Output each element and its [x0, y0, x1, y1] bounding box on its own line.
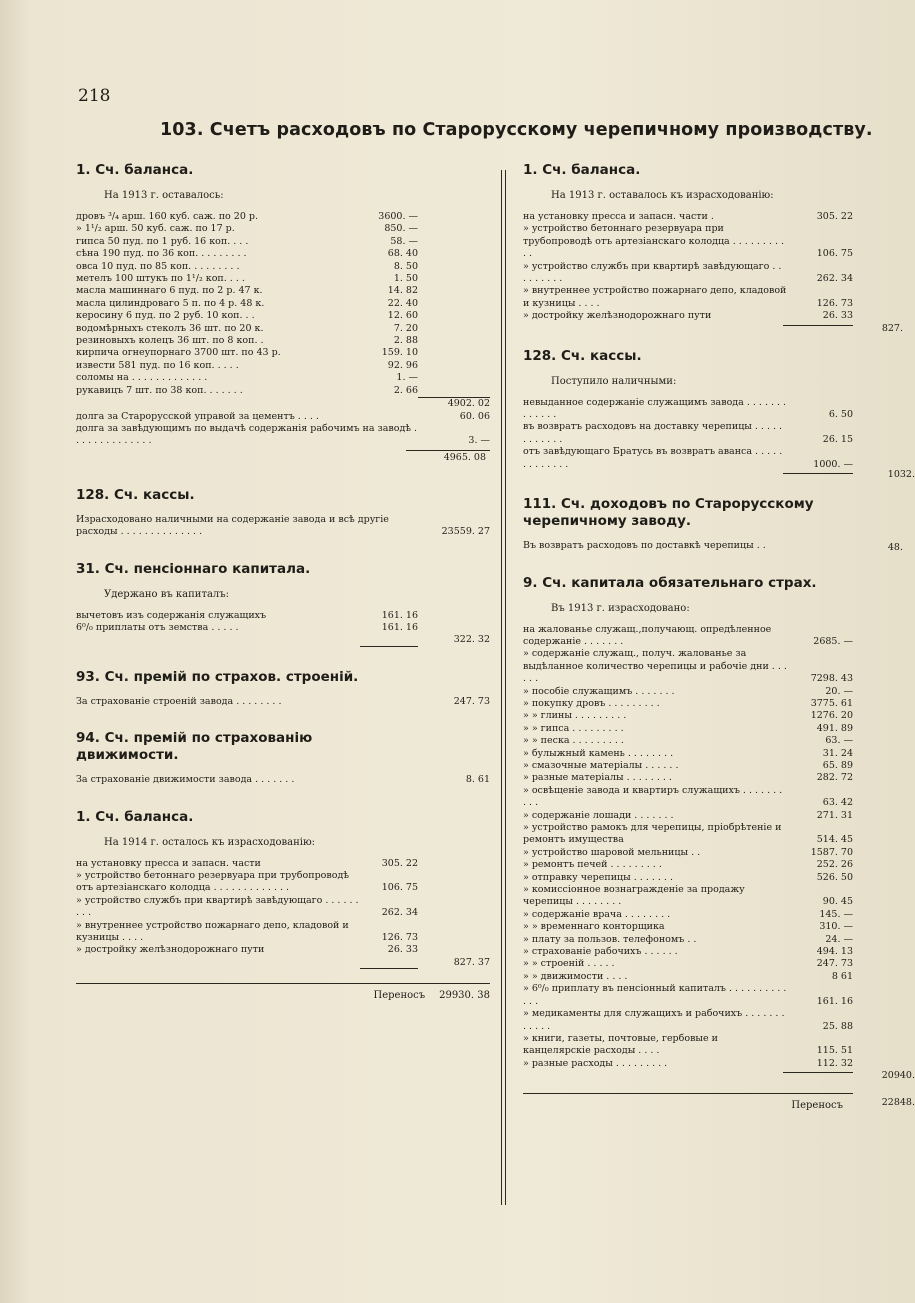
section-balance [523, 162, 903, 334]
entry-amount: 145. — [819, 908, 853, 920]
section-balance [76, 162, 490, 465]
entry-row [523, 211, 853, 223]
entry-amount: 106. 75 [816, 248, 853, 260]
entry-text: » » строеній . . . . . [523, 958, 615, 970]
entry-text: » » глины . . . . . . . . . [523, 710, 627, 722]
entry-amount: 1. — [396, 372, 418, 384]
entry-text: вычетовъ изъ содержанія служащихъ [76, 609, 267, 621]
entry-amount: 2685. — [813, 635, 853, 647]
entry-row [76, 920, 490, 945]
entry-amount: 305. 22 [816, 211, 853, 222]
entry-text: » 1¹/₂ арш. 50 куб. саж. по 17 р. [76, 223, 235, 235]
entry-text: » разные расходы . . . . . . . . . [523, 1057, 668, 1069]
entry-amount: 8. 50 [393, 260, 418, 272]
entry-row [523, 847, 853, 859]
entry-amount: 8. 61 [465, 774, 490, 786]
entry-amount: 90. 45 [822, 896, 853, 908]
section-subheading: Удержано въ капиталъ: [104, 588, 230, 600]
entry-amount: 22. 40 [387, 297, 418, 309]
entry-text: » содержаніе врача . . . . . . . . [523, 908, 671, 920]
entry-text: невыданное содержаніе служащимъ завода . . . . . . . . . . . . . [523, 396, 787, 421]
entry-amount: 63. 42 [822, 797, 853, 809]
entry-amount: 24. — [825, 933, 853, 945]
entry-list [76, 211, 490, 397]
entry-row [76, 347, 490, 359]
entry-list [523, 211, 853, 323]
margin-total: 20940. [881, 1070, 915, 1082]
entry-text: » отправку черепицы . . . . . . . [523, 871, 673, 883]
carry-forward [76, 983, 490, 1001]
entry-text: водомѣрныхъ стеколъ 36 шт. по 20 к. [76, 322, 264, 334]
entry-row [76, 372, 490, 384]
entry-row [523, 946, 853, 958]
entry-text: » плату за пользов. телефономъ . . [523, 933, 697, 945]
entry-amount: 14. 82 [387, 285, 418, 297]
entry-text: » » движимости . . . . [523, 970, 628, 982]
entry-row [523, 921, 853, 933]
section-total: 4965. 08 [406, 450, 490, 465]
entry-row [523, 748, 853, 760]
entry-amount: 310. — [819, 921, 853, 933]
entry-amount: 247. 73 [816, 958, 853, 970]
entry-row [76, 298, 490, 310]
section-kassa [76, 487, 490, 539]
entry-text: овса 10 пуд. по 85 коп. . . . . . . . . [76, 260, 240, 272]
section-subheading: На 1914 г. осталось къ израсходованію: [104, 836, 316, 848]
section-heading: 1. Сч. баланса. [523, 162, 641, 178]
margin-total: 22848. [881, 1097, 915, 1109]
entry-amount: 58. — [390, 235, 418, 247]
entry-row [76, 310, 490, 322]
entry-row [76, 423, 490, 448]
entry-amount: 262. 34 [816, 273, 853, 285]
entry-text: въ возвратъ расходовъ на доставку черепицы . . . . . . . . . . . . [523, 421, 783, 445]
entry-text: масла цилиндроваго 5 п. по 4 р. 48 к. [76, 297, 265, 309]
section-insurance [523, 574, 915, 1082]
entry-text: » внутреннее устройство пожарнаго депо, кладовой и кузницы . . . . [76, 919, 349, 943]
entry-amount: 514. 45 [816, 834, 853, 846]
entry-row [523, 446, 853, 471]
entry-text: на жалованье служащ.,получающ. опредѣленное содержаніе . . . . . . . [523, 623, 772, 647]
entry-row [76, 858, 490, 870]
entry-row [523, 710, 853, 722]
section-heading: 94. Сч. премій по страхованію движимости. [76, 730, 313, 764]
entry-row [76, 211, 490, 223]
entry-row [76, 411, 490, 423]
entry-text: » освѣщеніе завода и квартиръ служащихъ . . . . . . . . . . [523, 784, 783, 809]
entry-row [76, 223, 490, 235]
section-heading: 1. Сч. баланса. [76, 808, 194, 825]
entry-row [523, 540, 853, 552]
entry-amount: 2. 88 [393, 335, 418, 347]
entry-amount: 494. 13 [816, 946, 853, 958]
section-total: 322. 32 [453, 634, 490, 646]
subtotal-value: 4902. 02 [418, 397, 490, 410]
entry-amount: 60. 06 [459, 410, 490, 422]
entry-amount: 26. 33 [387, 944, 418, 956]
column-divider [501, 170, 502, 1205]
entry-amount: 126. 73 [816, 297, 853, 309]
carry-label: Переносъ [791, 1100, 843, 1112]
entry-amount: 65. 89 [822, 759, 853, 771]
entry-amount: 112. 32 [816, 1057, 853, 1069]
entry-row [523, 810, 853, 822]
entry-amount: 1587. 70 [810, 846, 853, 858]
entry-row [76, 774, 490, 786]
entry-amount: 115. 51 [816, 1045, 853, 1057]
entry-amount: 63. — [825, 735, 853, 747]
entry-text: на установку пресса и запасн. части . [523, 211, 714, 222]
entry-text: на установку пресса и запасн. части [76, 857, 261, 869]
entry-row [523, 884, 853, 909]
entry-amount: 850. — [384, 223, 418, 235]
entry-amount: 1000. — [813, 458, 853, 470]
entry-amount: 305. 22 [381, 857, 418, 869]
entry-row [523, 934, 853, 946]
entry-amount: 126. 73 [381, 932, 418, 943]
entry-row [523, 983, 853, 1008]
total-row [76, 957, 490, 969]
entry-amount: 7298. 43 [810, 673, 853, 685]
entry-row [76, 696, 490, 708]
section-heading: 128. Сч. кассы. [76, 486, 195, 503]
section-heading: 93. Сч. премій по страхов. строеній. [76, 668, 359, 685]
carry-value: 29930. 38 [439, 990, 490, 1002]
entry-text: извести 581 пуд. по 16 коп. . . . . [76, 359, 239, 371]
entry-row [523, 624, 853, 649]
entry-amount: 7. 20 [393, 322, 418, 334]
entry-row [523, 822, 853, 847]
entry-text: » разные матеріалы . . . . . . . . [523, 772, 672, 784]
margin-total: 1032. [887, 469, 915, 481]
page-title: 103. Счетъ расходовъ по Старорусскому черепичному производству. [160, 120, 873, 140]
section-pension [76, 561, 490, 647]
entry-text: » 6⁰/₀ приплату въ пенсіонный капиталъ . . . . . . . . . . . . . [523, 983, 787, 1007]
entry-text: рукавицъ 7 шт. по 38 коп. . . . . . . [76, 384, 243, 396]
entry-amount: 3. — [468, 435, 490, 447]
entry-text: » устройство шаровой мельницы . . [523, 846, 701, 858]
section-subheading: Въ 1913 г. израсходовано: [551, 602, 690, 614]
entry-row [523, 859, 853, 871]
entry-text: Израсходовано наличными на содержаніе завода и всѣ другіе расходы . . . . . . . . . . . . . . [76, 513, 389, 538]
entry-row [523, 698, 853, 710]
entry-amount: 159. 10 [381, 347, 418, 359]
section-heading: 128. Сч. кассы. [523, 347, 642, 364]
section-kassa [523, 347, 915, 481]
entry-text: резиновыхъ колецъ 36 шт. по 8 коп. . [76, 335, 264, 347]
entry-amount: 68. 40 [387, 248, 418, 260]
entry-text: » » песка . . . . . . . . . [523, 735, 624, 747]
entry-text: » устройство службъ при квартирѣ завѣдующаго . . . . . . . . . [523, 260, 782, 285]
entry-text: Въ возвратъ расходовъ по доставкѣ черепицы . . [523, 540, 766, 552]
entry-text: » булыжный камень . . . . . . . . [523, 747, 674, 759]
entry-row [523, 785, 853, 810]
entry-text: отъ завѣдующаго Братусь въ возвратъ аванса . . . . . . . . . . . . . [523, 446, 783, 470]
entry-text: За страхованіе строеній завода . . . . . . . . [76, 695, 282, 707]
section-prem-buildings [76, 669, 490, 708]
entry-text: » внутреннее устройство пожарнаго депо, кладовой и кузницы . . . . [523, 285, 787, 309]
entry-amount: 271. 31 [816, 809, 853, 821]
entry-amount: 262. 34 [381, 907, 418, 919]
entry-amount: 161. 16 [381, 609, 418, 621]
entry-text: » ремонтъ печей . . . . . . . . . [523, 859, 662, 871]
entry-row [76, 285, 490, 297]
entry-row [76, 335, 490, 347]
entry-text: » книги, газеты, почтовые, гербовые и канцелярскіе расходы . . . . [523, 1032, 718, 1057]
entry-list [523, 624, 853, 1071]
total-row [76, 634, 490, 646]
entry-text: масла машиннаго 6 пуд. по 2 р. 47 к. [76, 285, 263, 297]
entry-row [523, 1058, 853, 1070]
entry-row [76, 870, 490, 895]
right-column [523, 162, 915, 1112]
section-heading: 1. Сч. баланса. [76, 162, 194, 178]
entry-row [523, 735, 853, 747]
margin-total: 48. [887, 541, 903, 553]
entry-row [76, 385, 490, 397]
entry-amount: 2. 66 [393, 384, 418, 396]
entry-text: » содержаніе лошади . . . . . . . [523, 809, 674, 821]
entry-text: » достройку желѣзнодорожнаго пути [523, 310, 712, 322]
left-column [76, 162, 490, 1001]
entry-row [523, 686, 853, 698]
entry-text: кирпича огнеупорнаго 3700 шт. по 43 р. [76, 347, 281, 359]
entry-list [76, 858, 490, 957]
entry-row [76, 360, 490, 372]
entry-text: » пособіе служащимъ . . . . . . . [523, 685, 675, 697]
section-balance-1914 [76, 809, 490, 970]
entry-text: » устройство бетоннаго резервуара при трубопроводѣ отъ артезіанскаго колодца . . . . . . . . . . . . . [76, 869, 350, 894]
entry-row [76, 610, 490, 622]
entry-row [523, 909, 853, 921]
entry-amount: 3775. 61 [810, 697, 853, 709]
page-number: 218 [78, 86, 111, 106]
entry-row [76, 944, 490, 956]
entry-list [523, 397, 853, 471]
entry-text: За страхованіе движимости завода . . . . . . . [76, 774, 295, 786]
column-divider [505, 170, 506, 1205]
section-heading: 31. Сч. пенсіоннаго капитала. [76, 560, 311, 577]
entry-list [76, 411, 490, 448]
entry-text: » медикаменты для служащихъ и рабочихъ . . . . . . . . . . . . [523, 1008, 785, 1032]
entry-text: долга за завѣдующимъ по выдачѣ содержанія рабочимъ на заводѣ . . . . . . . . . . . . . . [76, 422, 418, 447]
section-heading: 111. Сч. доходовъ по Старорусскому черепичному заводу. [523, 496, 814, 530]
entry-amount: 31. 24 [822, 747, 853, 759]
section-subheading: На 1913 г. оставалось: [104, 190, 224, 201]
entry-row [76, 248, 490, 260]
entry-list [76, 610, 490, 635]
margin-total: 827. [881, 322, 903, 334]
entry-text: » достройку желѣзнодорожнаго пути [76, 944, 265, 956]
section-total: 827. 37 [453, 956, 490, 968]
entry-amount: 161. 16 [816, 995, 853, 1007]
subtotal-row [76, 397, 490, 410]
entry-amount: 92. 96 [387, 359, 418, 371]
entry-text: » содержаніе служащ., получ. жалованье за выдѣланное количество черепицы и рабочіе дни . . . . . . [523, 648, 787, 685]
entry-row [523, 723, 853, 735]
entry-text: » » временнаго конторщика [523, 921, 665, 933]
entry-amount: 526. 50 [816, 871, 853, 883]
entry-text: керосину 6 пуд. по 2 руб. 10 коп. . . [76, 310, 255, 322]
entry-text: дровъ ³/₄ арш. 160 куб. саж. по 20 р. [76, 211, 258, 222]
entry-row [76, 273, 490, 285]
entry-row [76, 895, 490, 920]
entry-amount: 252. 26 [816, 859, 853, 871]
entry-text: гипса 50 пуд. по 1 руб. 16 коп. . . . [76, 235, 249, 247]
entry-amount: 12. 60 [387, 310, 418, 322]
entry-text: долга за Старорусской управой за цементъ . . . . [76, 410, 319, 422]
entry-text: » комиссіонное вознагражденіе за продажу черепицы . . . . . . . . [523, 884, 745, 908]
entry-amount: 282. 72 [816, 772, 853, 784]
entry-row [523, 872, 853, 884]
entry-amount: 247. 73 [453, 695, 490, 707]
entry-row [523, 1008, 853, 1033]
entry-row [523, 397, 853, 422]
entry-text: 6⁰/₀ приплаты отъ земства . . . . . [76, 621, 239, 633]
entry-amount: 3600. — [378, 211, 418, 222]
entry-row [523, 772, 853, 784]
entry-text: » » гипса . . . . . . . . . [523, 722, 624, 734]
entry-row [523, 421, 853, 446]
entry-text: » смазочные матеріалы . . . . . . [523, 759, 679, 771]
entry-row [76, 236, 490, 248]
section-prem-movables [76, 730, 490, 786]
section-subheading: Поступило наличными: [551, 375, 677, 387]
entry-amount: 1. 50 [393, 273, 418, 285]
entry-amount: 161. 16 [381, 621, 418, 633]
section-income [523, 496, 903, 553]
entry-text: » устройство рамокъ для черепицы, пріобрѣтеніе и ремонтъ имущества [523, 822, 782, 846]
entry-amount: 1276. 20 [810, 710, 853, 722]
entry-amount: 25. 88 [822, 1020, 853, 1032]
entry-amount: 6. 50 [828, 409, 853, 421]
entry-text: сѣна 190 пуд. по 36 коп. . . . . . . . . [76, 248, 247, 260]
section-subheading: На 1913 г. оставалось къ израсходованію: [551, 190, 774, 201]
entry-text: соломы на . . . . . . . . . . . . . [76, 372, 208, 384]
entry-row [523, 648, 853, 685]
entry-row [76, 261, 490, 273]
entry-text: » устройство бетоннаго резервуара при трубопроводѣ отъ артезіанскаго колодца . . . . . . . . . . . [523, 223, 785, 260]
entry-amount: 106. 75 [381, 882, 418, 894]
section-heading: 9. Сч. капитала обязательнаго страх. [523, 574, 817, 591]
carry-forward [523, 1093, 915, 1112]
entry-amount: 20. — [825, 685, 853, 697]
entry-row [523, 261, 853, 286]
entry-row [523, 223, 853, 260]
entry-row [523, 760, 853, 772]
entry-row [523, 285, 853, 310]
entry-text: метелъ 100 штукъ по 1¹/₂ коп. . . . [76, 273, 245, 285]
entry-row [523, 958, 853, 970]
entry-amount: 8 61 [831, 970, 853, 982]
carry-label: Переносъ [373, 990, 426, 1002]
entry-text: » покупку дровъ . . . . . . . . . [523, 697, 660, 709]
entry-amount: 26. 33 [822, 310, 853, 322]
entry-row [523, 971, 853, 983]
entry-amount: 26. 15 [822, 433, 853, 445]
entry-row [76, 622, 490, 634]
entry-row [523, 310, 853, 322]
entry-row [523, 1033, 853, 1058]
entry-row [76, 514, 490, 539]
entry-text: » устройство службъ при квартирѣ завѣдующаго . . . . . . . . . [76, 894, 359, 919]
entry-amount: 491. 89 [816, 722, 853, 734]
entry-amount: 23559. 27 [441, 526, 490, 538]
entry-row [76, 323, 490, 335]
entry-text: » страхованіе рабочихъ . . . . . . [523, 946, 678, 958]
